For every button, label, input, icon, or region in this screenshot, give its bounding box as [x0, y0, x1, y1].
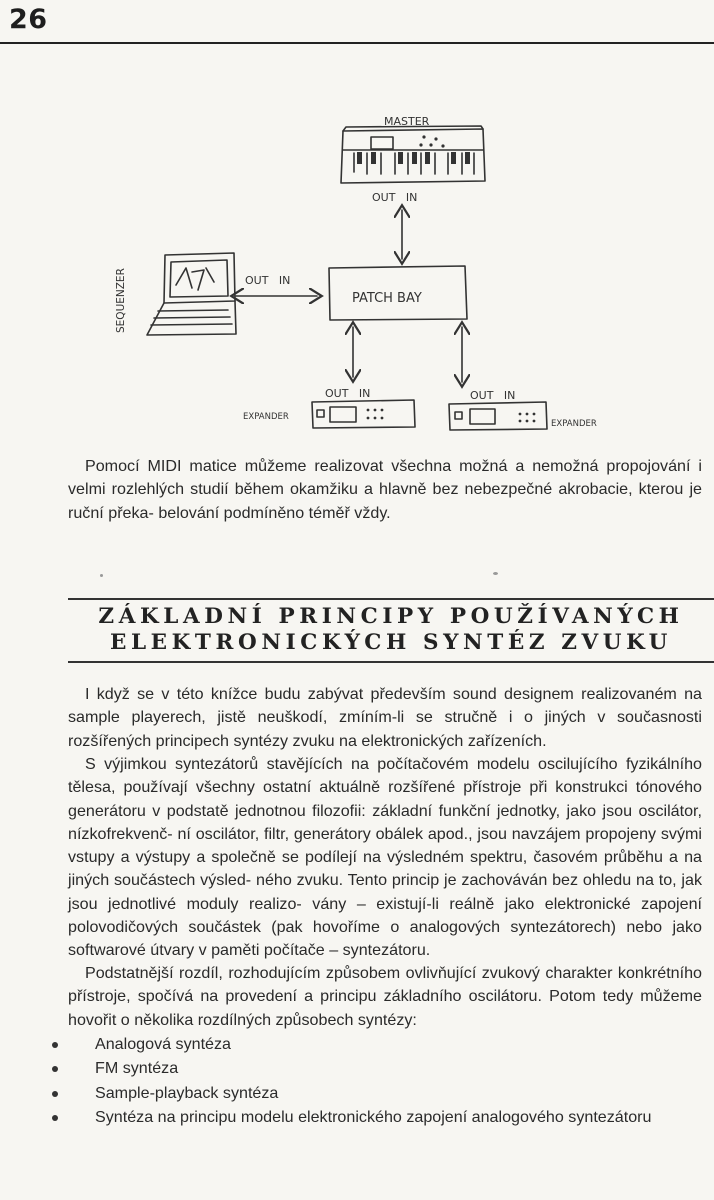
expander-left-icon: [312, 400, 415, 428]
body-line: o analogových syntezátorech) nebo jako softwarové útvary v paměti počítače – syntezátoru.: [68, 918, 702, 960]
list-item: Sample-playback syntéza: [48, 1081, 688, 1105]
intro-line: Pomocí MIDI matice můžeme realizovat všechna možná a nemožná propojování i velmi: [68, 457, 702, 499]
body-line: S výjimkou syntezátorů stavějících na počítačovém modelu oscilujícího fyzikálního tělesa,: [68, 755, 702, 797]
body-line: o několika rozdílných způsobech syntézy:: [120, 1010, 417, 1029]
body-line: používají všechny ostatní aktuálně rozšířené přístroje při konstrukci tónového generátoru: [68, 778, 702, 820]
body-line: Podstatnější rozdíl, rozhodujícím způsobem ovlivňující zvukový charakter konkrétního: [85, 964, 702, 982]
list-item: FM syntéza: [48, 1056, 688, 1080]
body-line: v podstatě jednotnou filozofii: základní funkční jednotky, jako jsou oscilátor, nízkofrekvenč-: [68, 801, 702, 843]
list-item: Analogová syntéza: [48, 1032, 688, 1056]
body-line: a společně se podílejí na výsledném spektru, časovém průběhu a na jiných součástech výsled-: [68, 848, 702, 890]
intro-line: rozlehlých studií během okamžiku a hlavně bez nebezpečné akrobacie, kterou je ruční překa-: [68, 480, 702, 522]
sequencer-ports-label: OUT IN: [245, 274, 291, 287]
body-line: přístroje, spočívá na provedení a principu základního oscilátoru. Potom tedy můžeme hovořit: [68, 987, 702, 1029]
body-line: I když se v této knížce budu zabývat především sound designem realizovaném na sample: [68, 685, 702, 727]
body-line: syntézy zvuku na elektronických zařízeních.: [233, 731, 547, 750]
laptop-icon: [147, 253, 236, 335]
synthesis-types-list: [48, 1032, 688, 1130]
scan-speck: [493, 572, 498, 575]
heading-bottom-rule: [68, 661, 714, 663]
section-heading-line-1: ZÁKLADNÍ PRINCIPY POUŽÍVANÝCH: [98, 604, 684, 629]
body-paragraph-3: [68, 962, 702, 1032]
expander-left-label: EXPANDER: [243, 412, 289, 422]
body-line: playerech, jistě neuškodí, zmíním-li se stručně i o jiných v současnosti rozšířených principech: [68, 708, 702, 750]
body-line: ného zvuku. Tento princip je zachováván bez ohledu na to, jak jsou jednotlivé moduly realizo-: [68, 871, 703, 913]
body-paragraph-2: [68, 753, 702, 963]
body-line: vány – existují-li reálně jako elektronické zapojení polovodičových součástek (pak hovoříme: [68, 894, 702, 937]
page-number: 26: [9, 4, 48, 35]
bullet-icon: [52, 1066, 58, 1072]
sequencer-label: SEQUENZER: [115, 268, 127, 333]
body-paragraph-1: [68, 683, 702, 753]
bullet-icon: [52, 1091, 58, 1097]
intro-paragraph: [68, 455, 702, 525]
patch-bay-label: PATCH BAY: [352, 291, 422, 306]
intro-line: belování podmíněno téměř vždy.: [158, 503, 391, 522]
expander-right-icon: [449, 402, 547, 430]
heading-top-rule: [68, 598, 714, 600]
body-line: ní oscilátor, filtr, generátory obálek apod., jsou navzájem propojeny svými vstupy a výstupy: [68, 824, 702, 867]
expander-left-ports: OUT IN: [325, 387, 371, 400]
bullet-icon: [52, 1042, 58, 1048]
scan-speck: [100, 574, 103, 577]
expander-right-ports: OUT IN: [470, 389, 516, 402]
midi-patch-bay-diagram: [0, 0, 714, 450]
expander-right-label: EXPANDER: [551, 419, 597, 429]
section-heading-line-2: ELEKTRONICKÝCH SYNTÉZ ZVUKU: [109, 630, 673, 655]
master-ports-label: OUT IN: [372, 191, 418, 204]
list-item: Syntéza na principu modelu elektronického zapojení analogového syntezátoru: [48, 1105, 688, 1129]
bullet-icon: [52, 1115, 58, 1121]
master-label: MASTER: [384, 115, 430, 128]
